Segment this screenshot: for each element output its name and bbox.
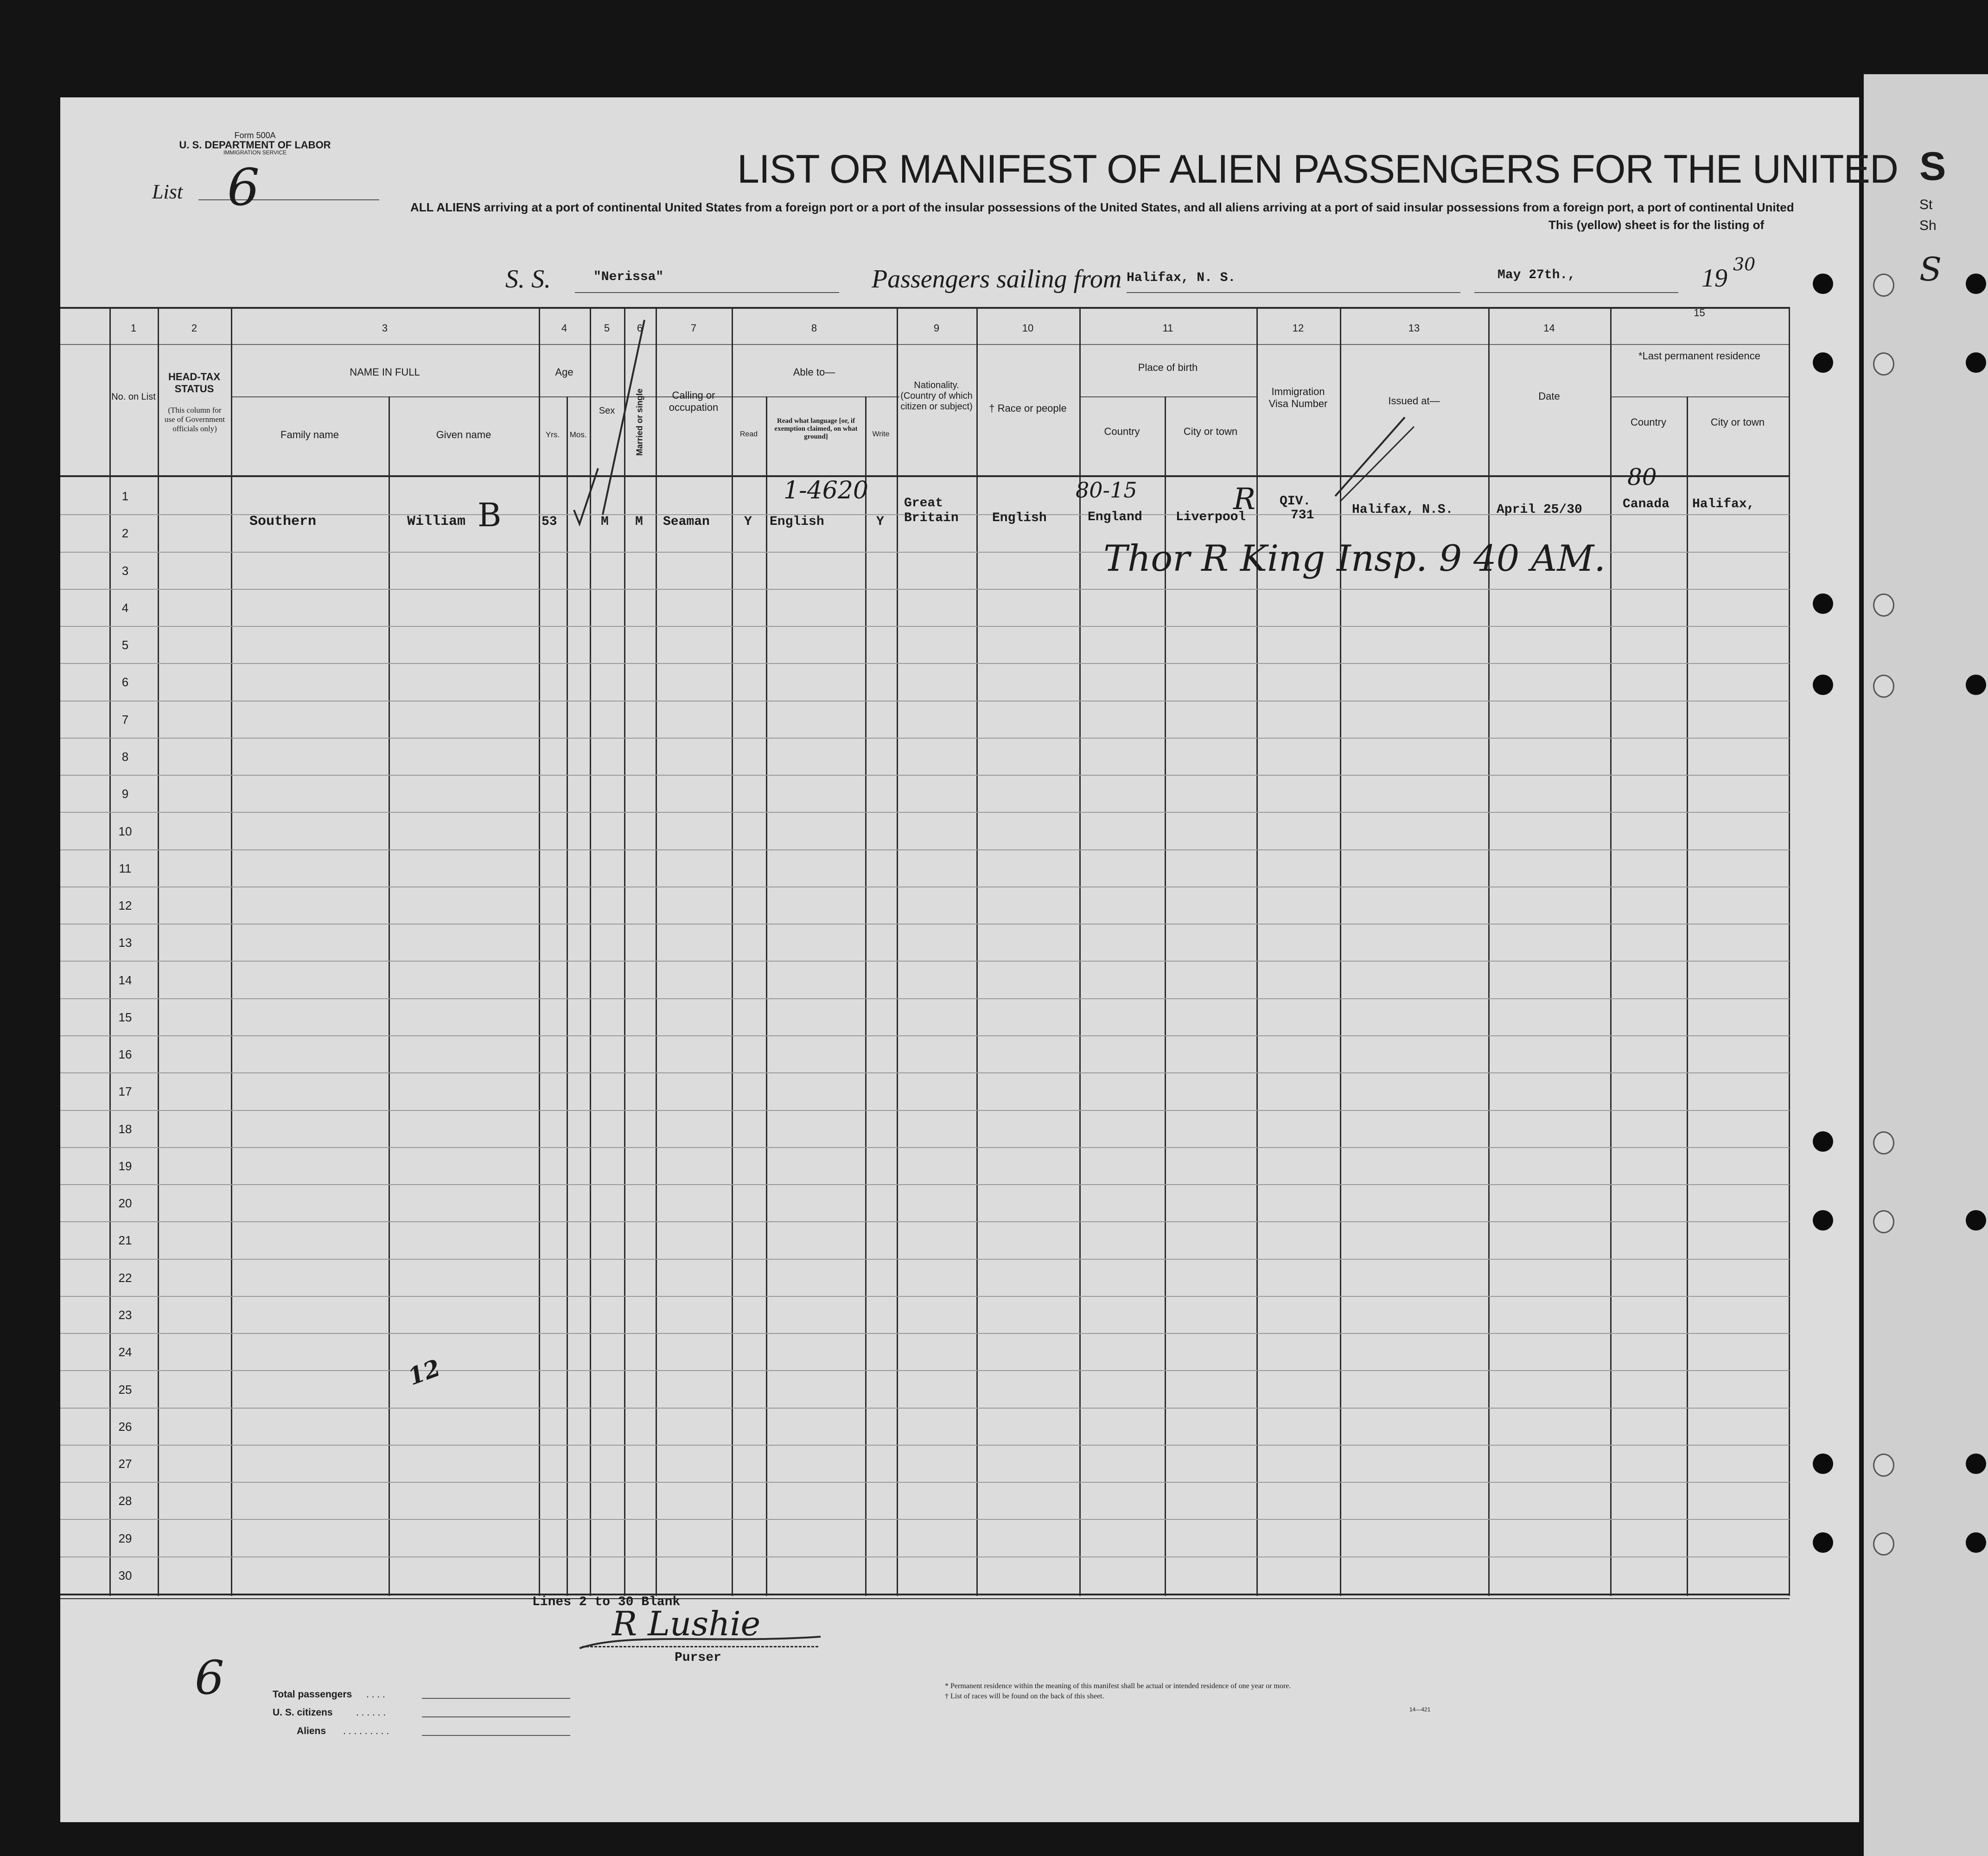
header-family-name: Family name <box>280 429 339 440</box>
list-number: 6 <box>227 158 260 217</box>
row-number: 18 <box>118 1122 132 1136</box>
header-sex: Sex <box>599 406 615 416</box>
binder-hole <box>1966 675 1986 695</box>
lines-blank-note: Lines 2 to 30 Blank <box>532 1595 681 1609</box>
binder-hole-ring <box>1873 352 1894 376</box>
header-res-city: City or town <box>1710 416 1765 428</box>
binder-hole-ring <box>1873 274 1894 297</box>
year-suffix: 30 <box>1733 254 1756 274</box>
departure-date: May 27th., <box>1497 268 1576 282</box>
total-passengers-line <box>422 1698 570 1699</box>
visa-mark-handwritten: R <box>1233 482 1256 517</box>
row-number: 3 <box>121 563 129 578</box>
row-number: 16 <box>118 1047 132 1062</box>
binder-hole <box>1813 1210 1833 1231</box>
row-number: 15 <box>118 1010 132 1024</box>
column-number: 11 <box>1162 322 1173 334</box>
header-age-yrs: Yrs. <box>545 430 560 439</box>
column-number: 6 <box>637 322 643 334</box>
departure-port: Halifax, N. S. <box>1127 271 1236 285</box>
next-sheet-letter: St <box>1919 197 1933 212</box>
year-prefix: 19 <box>1701 264 1727 293</box>
header-given-name: Given name <box>436 429 491 440</box>
form-number: Form 500A <box>234 131 276 140</box>
issued-at-cell: Halifax, N.S. <box>1352 503 1453 517</box>
binder-hole <box>1813 1532 1833 1553</box>
column-number: 4 <box>561 322 567 334</box>
header-birth-city: City or town <box>1183 426 1238 437</box>
column-number: 13 <box>1408 322 1420 334</box>
manifest-title: LIST OR MANIFEST OF ALIEN PASSENGERS FOR THE UNITED <box>737 147 1899 191</box>
footnote-residence: * Permanent residence within the meaning of this manifest shall be actual or intended residence of one year or more. <box>945 1682 1291 1690</box>
binder-hole <box>1813 593 1833 614</box>
visa-slash <box>1340 427 1414 502</box>
manifest-subtitle: ALL ALIENS arriving at a port of continental United States from a foreign port or a port of the insular possessions of the United States, and all aliens arriving at a port of said insular possessions from a foreign port, a port of continental United <box>410 200 1794 214</box>
nationality-cell: Great <box>904 496 943 510</box>
birth-country-cell: England <box>1088 510 1142 524</box>
header-res-country: Country <box>1630 416 1667 428</box>
res-country-cell: Canada <box>1623 497 1669 511</box>
row-number: 26 <box>118 1419 132 1434</box>
row-number: 17 <box>118 1084 132 1099</box>
binder-hole <box>1966 1210 1986 1231</box>
row-number: 9 <box>121 787 129 801</box>
binder-hole-ring <box>1873 675 1894 698</box>
header-read-language: Read what language [or, if exemption claimed, on what ground] <box>774 417 858 440</box>
binder-hole <box>1813 352 1833 373</box>
row-number: 4 <box>121 600 129 615</box>
binder-hole <box>1966 352 1986 373</box>
column-number: 5 <box>604 322 610 334</box>
binder-hole <box>1966 1532 1986 1553</box>
binder-hole <box>1813 274 1833 294</box>
row-number: 8 <box>121 750 129 764</box>
header-place-of-birth: Place of birth <box>1138 362 1198 373</box>
column-number: 10 <box>1022 322 1034 334</box>
form-code: 14—421 <box>1409 1706 1431 1713</box>
birth-city-cell: Liverpool <box>1176 510 1246 524</box>
footer-six-handwritten: 6 <box>195 1651 224 1705</box>
column-number: 8 <box>811 322 817 334</box>
purser-signature: R Lushie <box>612 1604 761 1643</box>
total-passengers-label: Total passengers <box>273 1689 352 1700</box>
check-mark <box>574 468 598 524</box>
column-number: 7 <box>690 322 697 334</box>
inspector-note-handwritten: Thor R King Insp. 9 40 AM. <box>1103 538 1606 580</box>
row-number: 14 <box>118 973 132 987</box>
visa-slash <box>1335 417 1405 496</box>
next-sheet-letter: S <box>1919 144 1946 189</box>
res-city-cell: Halifax, <box>1692 497 1755 511</box>
binder-hole-ring <box>1873 1454 1894 1477</box>
age-years-cell: 53 <box>542 515 557 529</box>
header-name-in-full: NAME IN FULL <box>350 366 420 378</box>
department-name: U. S. DEPARTMENT OF LABOR <box>179 139 331 151</box>
us-citizens-line <box>422 1716 570 1717</box>
column-number: 2 <box>191 322 198 334</box>
nationality-cell: Britain <box>904 511 959 525</box>
column-number: 3 <box>382 322 388 334</box>
header-visa-number: Immigration Visa Number <box>1268 386 1328 409</box>
row-number: 29 <box>118 1531 132 1545</box>
sex-cell: M <box>601 515 609 529</box>
birth-note-handwritten: 80-15 <box>1076 478 1137 503</box>
header-nationality: Nationality. (Country of which citizen or subject) <box>900 380 973 412</box>
row-number: 11 <box>119 861 132 875</box>
row-number: 21 <box>118 1233 132 1248</box>
row-number: 23 <box>118 1308 132 1322</box>
header-head-tax: HEAD-TAX STATUS <box>168 371 221 395</box>
service-name: IMMIGRATION SERVICE <box>223 149 287 156</box>
ship-name: "Nerissa" <box>593 270 664 284</box>
row-number: 12 <box>118 899 132 913</box>
list-label: List <box>152 180 183 203</box>
us-citizens-label: U. S. citizens <box>273 1707 333 1718</box>
header-read: Read <box>739 430 758 438</box>
column-number: 15 <box>1694 307 1705 319</box>
row-number: 5 <box>121 638 129 652</box>
row-number: 10 <box>118 824 132 838</box>
header-able-to: Able to— <box>793 366 835 378</box>
column-number: 14 <box>1543 322 1555 334</box>
footer-dots: . . . . . . . . . <box>343 1726 389 1736</box>
header-age: Age <box>555 366 573 378</box>
header-married: Married or single <box>635 388 644 456</box>
occupation-cell: Seaman <box>663 515 710 529</box>
row-number: 28 <box>118 1494 132 1508</box>
family-name-cell: Southern <box>249 514 317 529</box>
binder-hole <box>1813 1454 1833 1474</box>
column-number: 1 <box>130 322 137 334</box>
row-number: 1 <box>121 489 129 504</box>
footnote-races: † List of races will be found on the back of this sheet. <box>945 1692 1104 1700</box>
header-no-on-list: No. on List <box>111 392 156 402</box>
read-cell: Y <box>744 515 752 529</box>
footer-dots: . . . . . . <box>356 1707 386 1718</box>
binder-hole <box>1813 675 1833 695</box>
sailing-label: Passengers sailing from <box>872 265 1122 293</box>
manifest-subtitle: This (yellow) sheet is for the listing of <box>1548 218 1765 232</box>
binder-hole <box>1813 1131 1833 1152</box>
header-age-mos: Mos. <box>569 430 587 439</box>
row-number: 27 <box>118 1457 132 1471</box>
ss-label: S. S. <box>505 265 551 293</box>
married-slash <box>603 320 644 515</box>
row-number: 7 <box>121 712 129 727</box>
header-race: † Race or people <box>989 402 1067 414</box>
row-number: 30 <box>118 1568 132 1582</box>
binder-hole-ring <box>1873 593 1894 617</box>
binder-hole <box>1966 274 1986 294</box>
row-number: 6 <box>121 675 129 689</box>
header-date: Date <box>1538 390 1560 402</box>
binder-hole <box>1966 1454 1986 1474</box>
given-initial-handwritten: B <box>478 496 502 534</box>
res-note-handwritten: 80 <box>1627 464 1657 491</box>
visa-type-cell: QIV. <box>1280 494 1311 509</box>
header-occupation: Calling or occupation <box>669 389 719 413</box>
next-sheet-letter: Sh <box>1919 218 1937 233</box>
header-birth-country: Country <box>1104 426 1140 437</box>
purser-label: Purser <box>675 1651 721 1665</box>
footer-dots: . . . . <box>366 1689 385 1700</box>
visa-date-cell: April 25/30 <box>1497 503 1582 517</box>
column-number: 12 <box>1292 322 1304 334</box>
binder-hole-ring <box>1873 1532 1894 1556</box>
write-cell: Y <box>876 515 884 529</box>
row-number: 22 <box>118 1270 132 1285</box>
header-write: Write <box>872 430 890 438</box>
binder-hole-ring <box>1873 1210 1894 1233</box>
row-number: 19 <box>118 1159 132 1173</box>
column-number: 9 <box>933 322 940 334</box>
row-number: 2 <box>121 526 129 541</box>
row25-note-handwritten: 12 <box>404 1353 444 1391</box>
header-head-tax-note: (This column for use of Government officials only) <box>164 406 225 433</box>
language-note-handwritten: 1-4620 <box>784 477 868 504</box>
row-number: 24 <box>118 1345 132 1359</box>
given-name-cell: William <box>407 514 466 529</box>
language-cell: English <box>770 515 824 529</box>
row-number: 20 <box>118 1196 132 1211</box>
signature-line <box>582 1646 818 1649</box>
aliens-label: Aliens <box>297 1726 326 1736</box>
race-cell: English <box>992 511 1047 525</box>
binder-hole-ring <box>1873 1131 1894 1154</box>
next-sheet-letter: S <box>1919 250 1942 288</box>
visa-number-cell: 731 <box>1291 508 1314 523</box>
header-last-residence: *Last permanent residence <box>1638 350 1760 362</box>
row-number: 25 <box>118 1382 132 1397</box>
row-number: 13 <box>118 936 132 950</box>
aliens-line <box>422 1735 570 1736</box>
header-issued-at: Issued at— <box>1388 395 1440 407</box>
marital-cell: M <box>635 515 643 529</box>
